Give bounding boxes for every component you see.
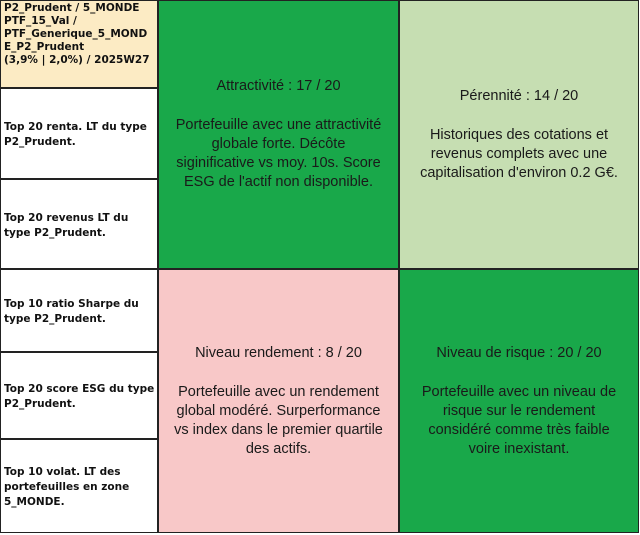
list-item-top20-renta bbox=[0, 88, 158, 179]
list-item-top20-esg bbox=[0, 352, 158, 439]
attractivite-description: Portefeuille avec une attractivité globale forte. Décôte siginificative vs moy. 10s. Score ESG de l'actif non disponible. bbox=[175, 117, 382, 190]
attractivite-title: Attractivité : 17 / 20 bbox=[216, 78, 341, 94]
portfolio-header bbox=[0, 0, 158, 88]
rendement-title: Niveau rendement : 8 / 20 bbox=[195, 344, 362, 361]
list-item-label: Top 20 score ESG du type P2_Prudent. bbox=[4, 383, 155, 410]
list-item-top10-sharpe bbox=[0, 269, 158, 352]
risque-description: Portefeuille avec un niveau de risque sur le rendement considéré comme très faible voire inexistant. bbox=[421, 383, 617, 457]
list-item-top20-revenus bbox=[0, 179, 158, 269]
list-item-label: Top 10 volat. LT des portefeuilles en zone 5_MONDE. bbox=[4, 466, 130, 508]
quadrant-attractivite bbox=[158, 0, 399, 269]
list-item-label: Top 10 ratio Sharpe du type P2_Prudent. bbox=[4, 298, 139, 325]
perennite-description: Historiques des cotations et revenus complets avec une capitalisation d'environ 0.2 G€. bbox=[420, 126, 618, 181]
rendement-description: Portefeuille avec un rendement global modéré. Surperformance vs index dans le premier quartile des actifs. bbox=[174, 383, 383, 457]
quadrant-rendement bbox=[158, 269, 399, 533]
quadrant-risque bbox=[399, 269, 639, 533]
list-item-label: Top 20 revenus LT du type P2_Prudent. bbox=[4, 211, 129, 239]
list-item-label: Top 20 renta. LT du type P2_Prudent. bbox=[4, 121, 147, 148]
list-item-top10-volat bbox=[0, 439, 158, 533]
quadrant-perennite bbox=[399, 0, 639, 269]
risque-title: Niveau de risque : 20 / 20 bbox=[436, 344, 602, 361]
portfolio-header-text: P2_Prudent / 5_MONDE PTF_15_Val / PTF_Generique_5_MOND E_P2_Prudent (3,9% | 2,0%) / 2025W27 bbox=[4, 2, 150, 66]
perennite-title: Pérennité : 14 / 20 bbox=[459, 87, 579, 104]
